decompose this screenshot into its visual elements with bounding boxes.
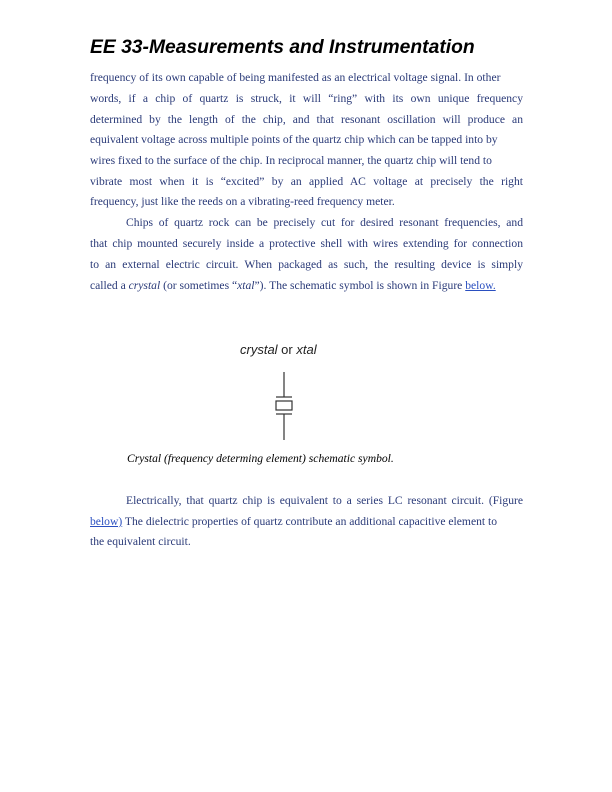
- label-or: or: [277, 342, 297, 357]
- text-line: words, if a chip of quartz is struck, it will “ring” with its own unique frequency: [90, 92, 523, 105]
- text-line: frequency of its own capable of being manifested as an electrical voltage signal. In other: [90, 71, 501, 84]
- label-crystal: crystal: [240, 342, 278, 357]
- term-xtal: xtal: [237, 279, 255, 292]
- text-line: that chip mounted securely inside a protective shell with wires extending for connection: [90, 237, 523, 250]
- text-line: [90, 515, 523, 529]
- figure-label: [240, 342, 317, 357]
- text-line: [90, 279, 523, 293]
- text: (or sometimes “: [160, 279, 238, 292]
- text-line: Electrically, that quartz chip is equivalent to a series LC resonant circuit. (Figure: [126, 494, 523, 507]
- text: The dielectric properties of quartz contribute an additional capacitive element to: [122, 515, 498, 528]
- text: called a: [90, 279, 129, 292]
- text-line: determined by the length of the chip, and that resonant oscillation will produce an: [90, 113, 523, 126]
- label-xtal: xtal: [296, 342, 317, 357]
- text: ”). The schematic symbol is shown in Figure: [254, 279, 466, 292]
- text-line: vibrate most when it is “excited” by an applied AC voltage at precisely the right: [90, 175, 523, 188]
- text-line: equivalent voltage across multiple points of the quartz chip which can be tapped into by: [90, 133, 498, 146]
- text-line: wires fixed to the surface of the chip. In reciprocal manner, the quartz chip will tend to: [90, 154, 492, 167]
- text-line: to an external electric circuit. When packaged as such, the resulting device is simply: [90, 258, 523, 271]
- term-crystal: crystal: [128, 279, 161, 292]
- crystal-schematic-symbol: [270, 370, 300, 442]
- figure-below-link[interactable]: below.: [465, 279, 496, 292]
- text-line: frequency, just like the reeds on a vibrating-reed frequency meter.: [90, 195, 395, 208]
- page-title: EE 33-Measurements and Instrumentation: [90, 37, 475, 58]
- figure-below-link[interactable]: below): [90, 515, 123, 528]
- text-line: the equivalent circuit.: [90, 535, 191, 548]
- figure-caption: Crystal (frequency determing element) schematic symbol.: [127, 452, 394, 465]
- text-line: Chips of quartz rock can be precisely cut for desired resonant frequencies, and: [126, 216, 523, 229]
